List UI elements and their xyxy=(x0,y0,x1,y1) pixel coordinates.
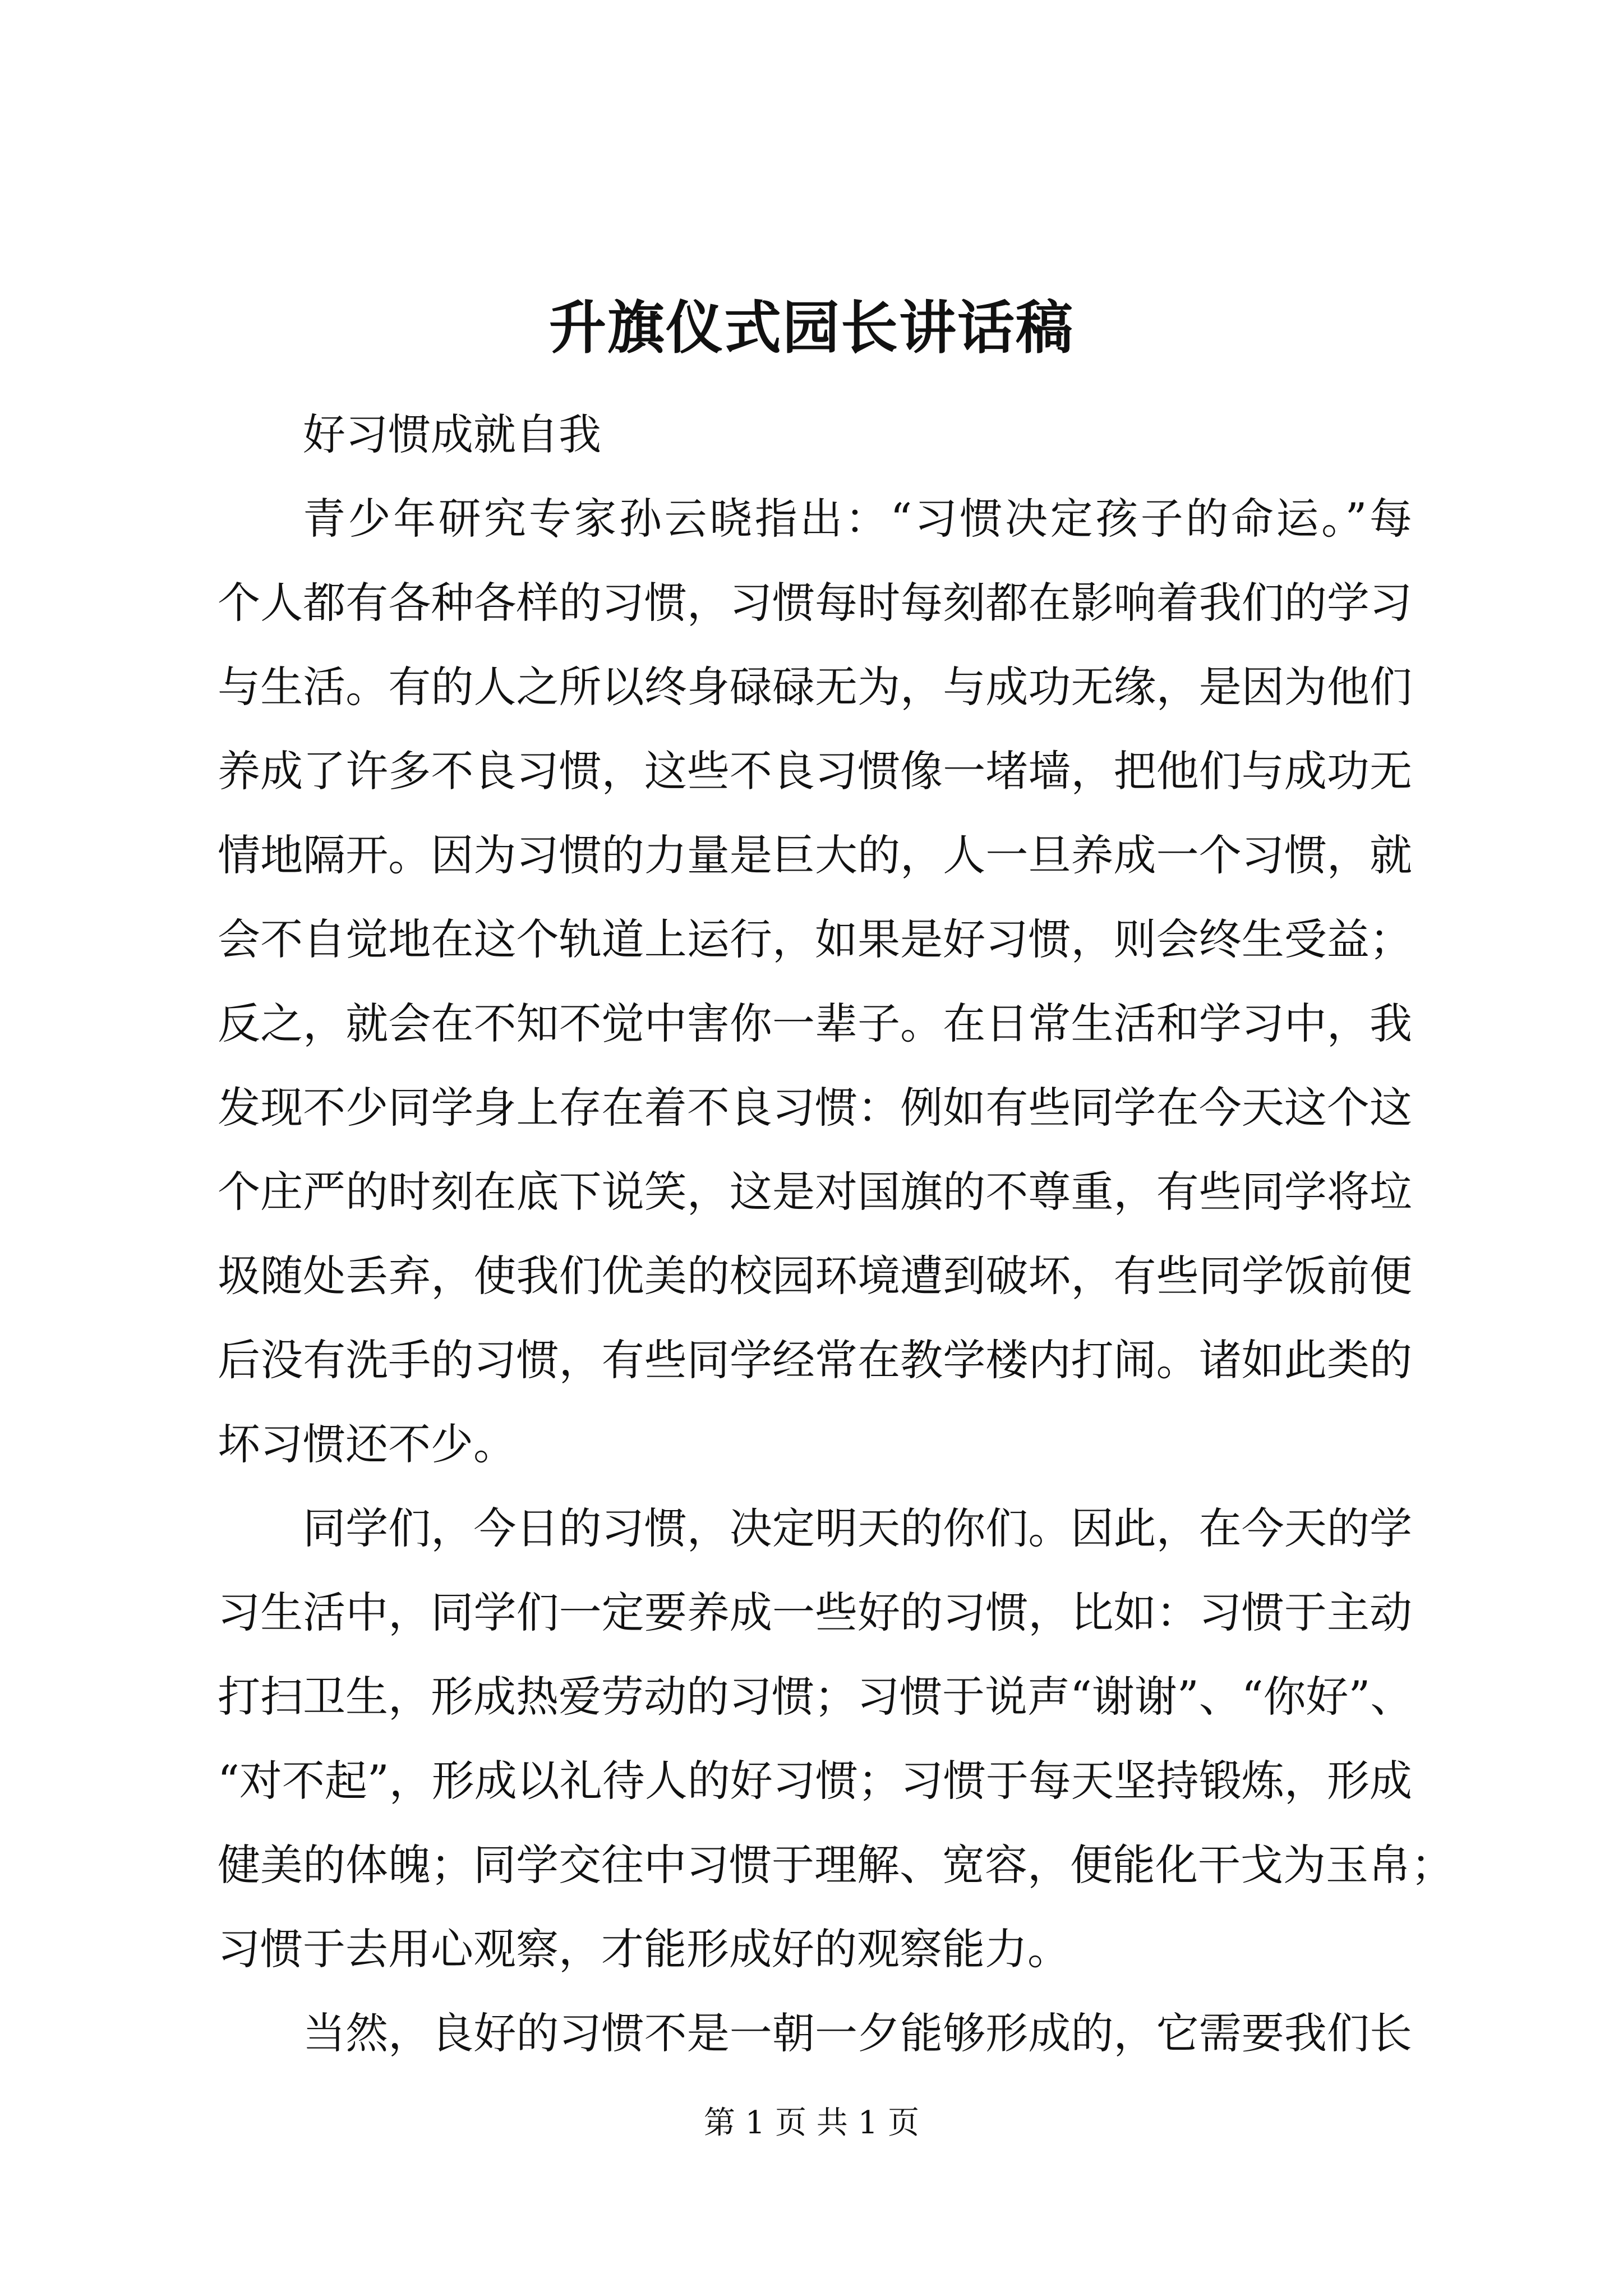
paragraph-line: 与生活。有的人之所以终身碌碌无为，与成功无缘，是因为他们 xyxy=(218,662,1412,712)
paragraph-line: “对不起”，形成以礼待人的好习惯；习惯于每天坚持锻炼，形成 xyxy=(218,1756,1412,1806)
paragraph-line: 发现不少同学身上存在着不良习惯：例如有些同学在今天这个这 xyxy=(218,1083,1412,1133)
paragraph-2 xyxy=(218,1487,1454,1991)
paragraph-line: 圾随处丢弃，使我们优美的校园环境遭到破坏，有些同学饭前便 xyxy=(218,1251,1412,1301)
paragraph-line: 习生活中，同学们一定要养成一些好的习惯，比如：习惯于主动 xyxy=(218,1588,1412,1637)
document-body xyxy=(218,393,1454,2076)
paragraph-1 xyxy=(218,477,1412,1487)
paragraph-line: 个人都有各种各样的习惯，习惯每时每刻都在影响着我们的学习 xyxy=(218,578,1412,628)
paragraph-line: 后没有洗手的习惯，有些同学经常在教学楼内打闹。诸如此类的 xyxy=(218,1335,1412,1385)
paragraph-line: 打扫卫生，形成热爱劳动的习惯；习惯于说声“谢谢”、“你好”、 xyxy=(218,1672,1413,1722)
paragraph-line: 当然，良好的习惯不是一朝一夕能够形成的，它需要我们长 xyxy=(303,2008,1412,2058)
page-footer: 第 1 页 共 1 页 xyxy=(703,2105,920,2141)
paragraph-3 xyxy=(218,1991,1412,2076)
page-title: 升旗仪式园长讲话稿 xyxy=(549,295,1074,362)
paragraph-line: 青少年研究专家孙云晓指出：“习惯决定孩子的命运。”每 xyxy=(303,494,1412,544)
section-heading: 好习惯成就自我 xyxy=(303,409,601,459)
paragraph-line: 情地隔开。因为习惯的力量是巨大的，人一旦养成一个习惯，就 xyxy=(218,830,1412,880)
paragraph-line: 养成了许多不良习惯，这些不良习惯像一堵墙，把他们与成功无 xyxy=(218,746,1412,796)
paragraph-line: 个庄严的时刻在底下说笑，这是对国旗的不尊重，有些同学将垃 xyxy=(218,1167,1412,1217)
paragraph-line: 坏习惯还不少。 xyxy=(218,1419,516,1469)
paragraph-line: 反之，就会在不知不觉中害你一辈子。在日常生活和学习中，我 xyxy=(218,999,1412,1048)
paragraph-line: 会不自觉地在这个轨道上运行，如果是好习惯，则会终生受益； xyxy=(218,914,1412,964)
paragraph-line: 健美的体魄；同学交往中习惯于理解、宽容，便能化干戈为玉帛； xyxy=(218,1840,1454,1890)
paragraph-line: 同学们，今日的习惯，决定明天的你们。因此，在今天的学 xyxy=(303,1503,1412,1553)
paragraph-line: 习惯于去用心观察，才能形成好的观察能力。 xyxy=(218,1924,1070,1974)
